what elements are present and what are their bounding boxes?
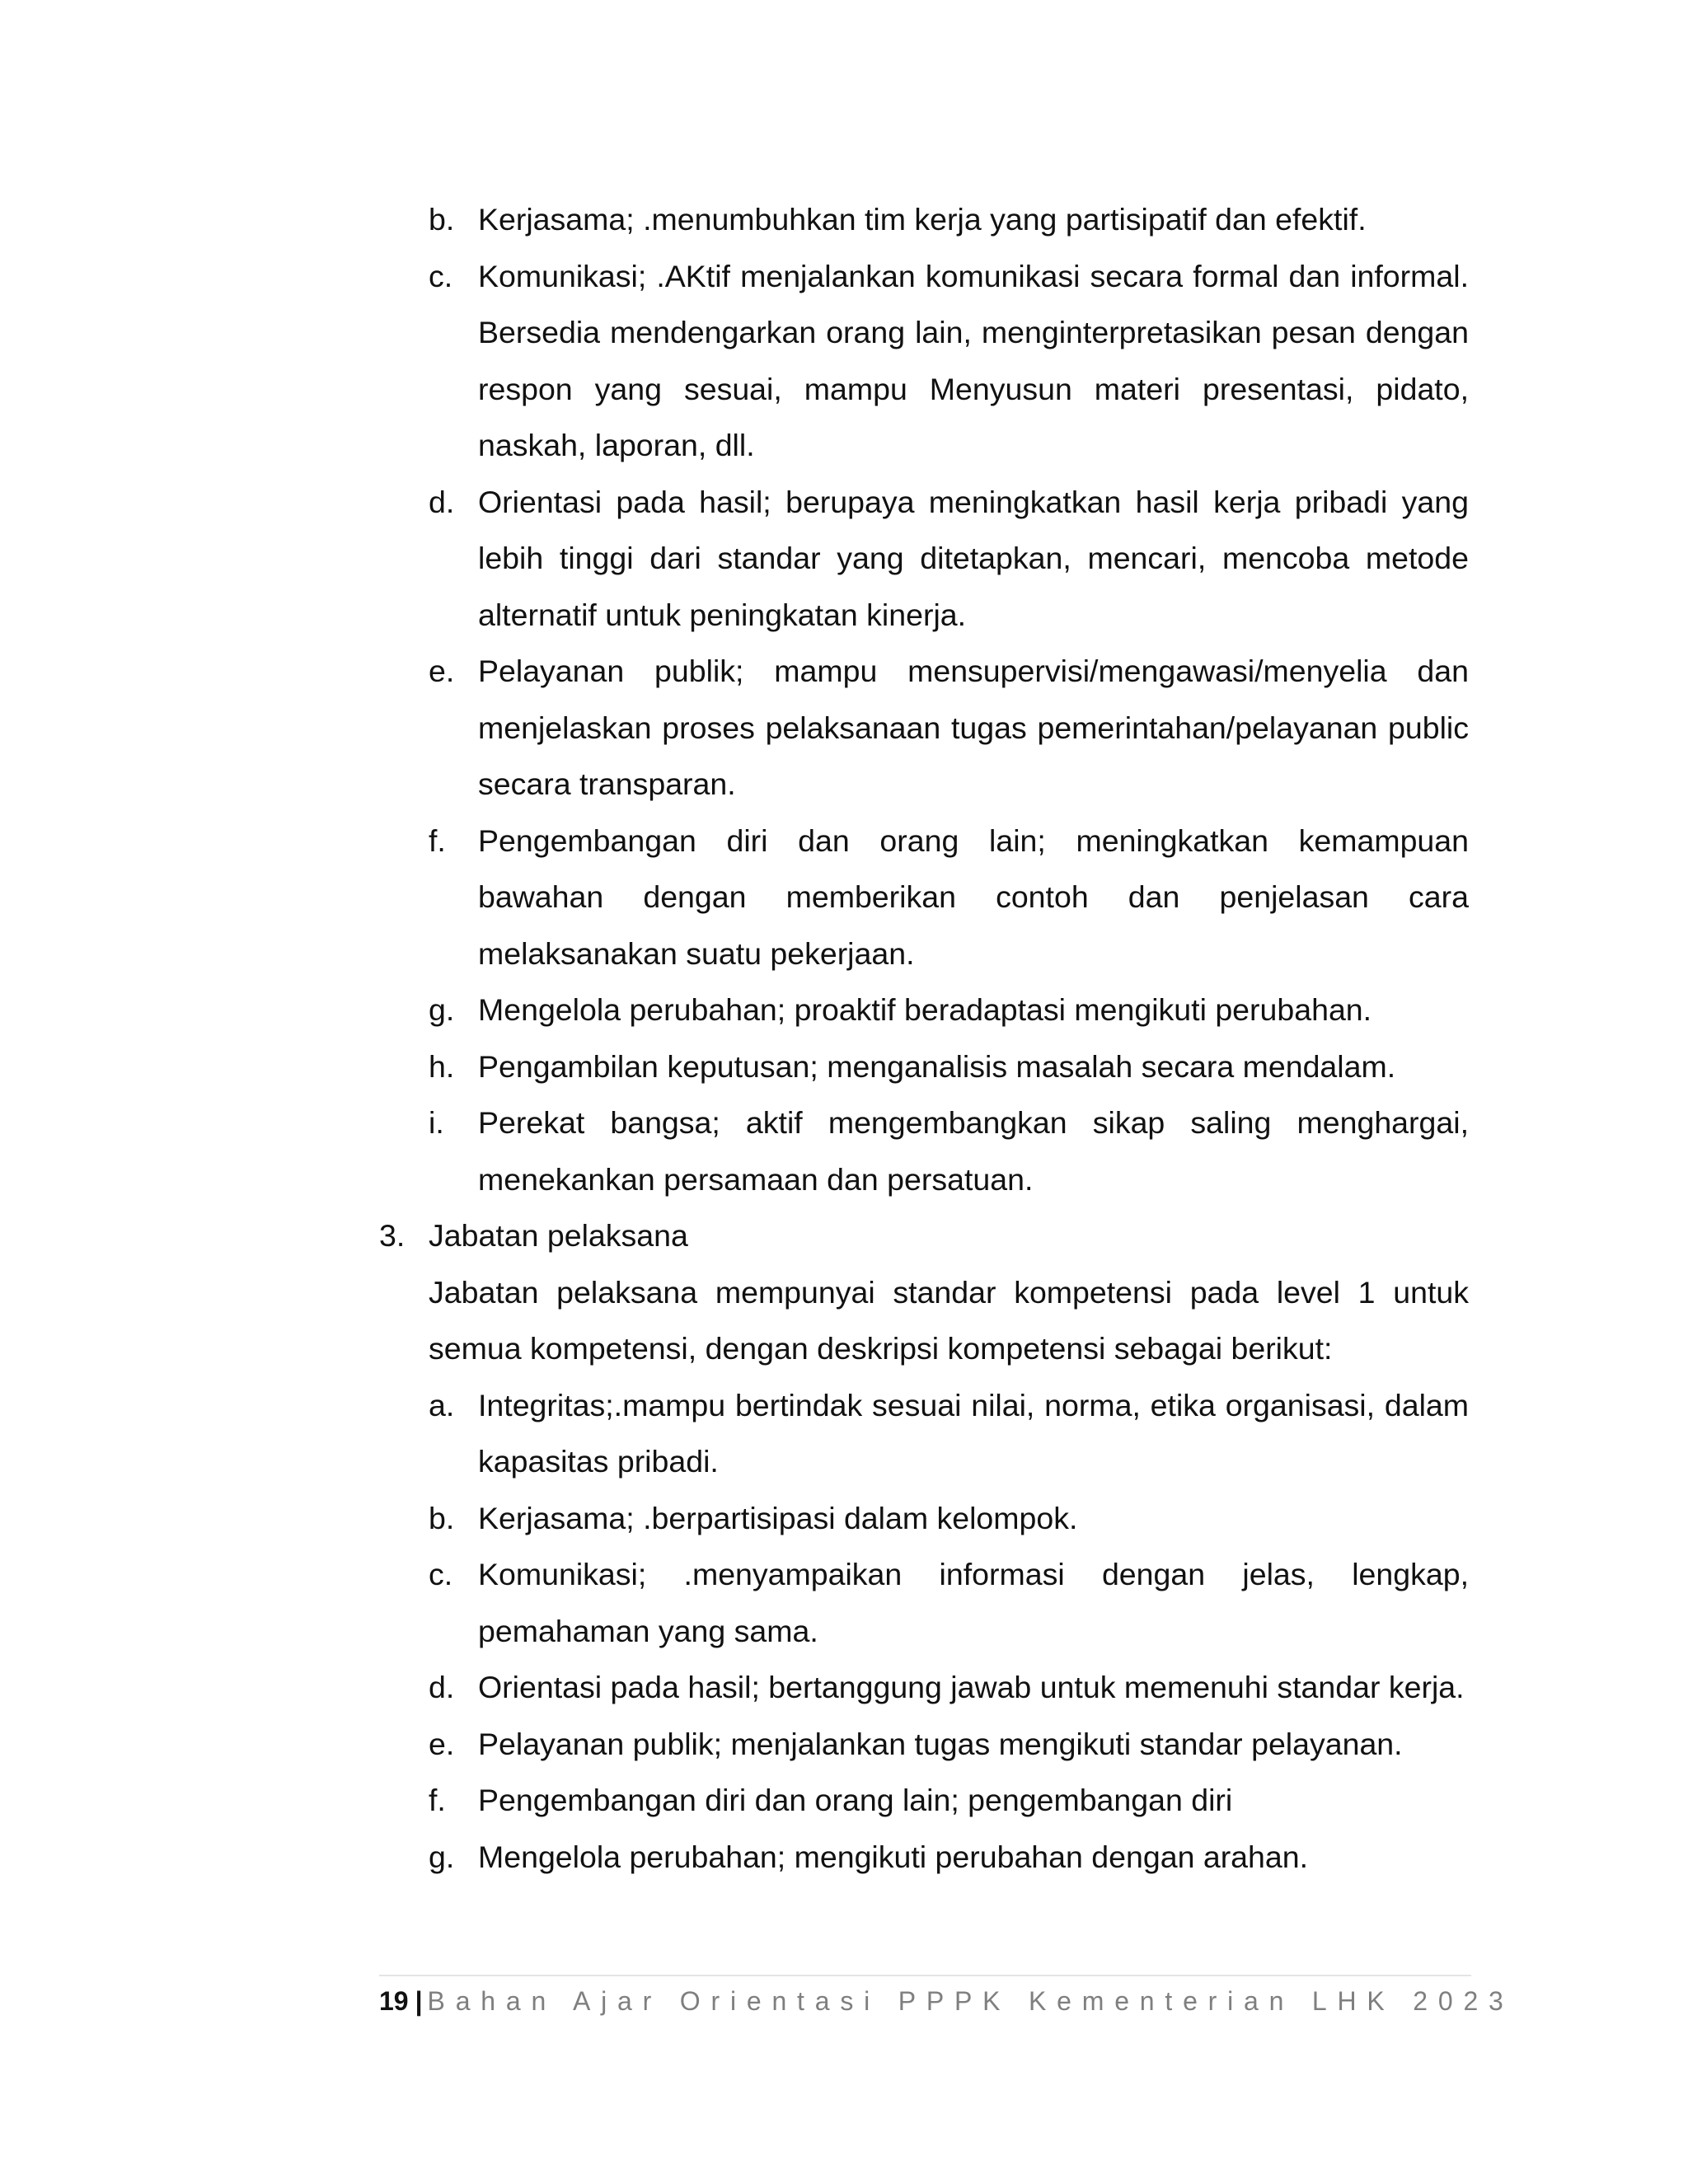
list-item-prev-g (429, 982, 1469, 1038)
list-item-text: Pelayanan publik; mampu mensupervisi/mengawasi/menyelia dan menjelaskan proses pelaksanaan tugas pemerintahan/pelayanan public secara transparan. (478, 654, 1469, 801)
list-marker: f. (429, 823, 446, 858)
section-number: 3. (379, 1218, 406, 1253)
page-number: 19 (379, 1986, 409, 2016)
list-marker: i. (429, 1105, 444, 1140)
list-marker: a. (429, 1387, 455, 1422)
list-item-text: Pelayanan publik; menjalankan tugas mengikuti standar pelayanan. (478, 1726, 1403, 1761)
page-footer (379, 1975, 1514, 2018)
list-item-text: Kerjasama; .berpartisipasi dalam kelompok. (478, 1500, 1078, 1535)
list-item-text: Komunikasi; .menyampaikan informasi dengan jelas, lengkap, pemahaman yang sama. (478, 1557, 1469, 1648)
list-item-text: Integritas;.mampu bertindak sesuai nilai, norma, etika organisasi, dalam kapasitas pribadi. (478, 1387, 1469, 1479)
list-item-prev-f (429, 813, 1469, 982)
list-item-text: Mengelola perubahan; proaktif beradaptasi mengikuti perubahan. (478, 992, 1372, 1027)
list-marker: e. (429, 1726, 455, 1761)
section-intro: Jabatan pelaksana mempunyai standar kompetensi pada level 1 untuk semua kompetensi, dengan deskripsi kompetensi sebagai berikut: (429, 1274, 1469, 1366)
list-marker: f. (429, 1783, 446, 1817)
section-title: Jabatan pelaksana (429, 1218, 688, 1253)
list-marker: h. (429, 1048, 455, 1084)
list-item-prev-c (429, 248, 1469, 474)
list-item-prev-h (429, 1038, 1469, 1095)
list-marker: g. (429, 992, 455, 1027)
list-item-c (429, 1546, 1469, 1659)
list-marker: b. (429, 202, 455, 237)
list-marker: c. (429, 1557, 453, 1591)
list-marker: d. (429, 484, 455, 519)
list-item-e (429, 1716, 1469, 1773)
footer-separator: | (415, 1986, 423, 2016)
list-item-d (429, 1659, 1469, 1716)
list-item-b (429, 1490, 1469, 1547)
list-item-prev-d (429, 474, 1469, 644)
list-item-a (429, 1377, 1469, 1490)
list-item-prev-b (429, 191, 1469, 248)
list-item-text: Perekat bangsa; aktif mengembangkan sikap saling menghargai, menekankan persamaan dan persatuan. (478, 1105, 1469, 1197)
list-item-g (429, 1829, 1469, 1886)
list-marker: d. (429, 1670, 455, 1704)
footer-title: Bahan Ajar Orientasi PPPK Kementerian LHK 2023 (427, 1986, 1514, 2016)
list-item-text: Pengembangan diri dan orang lain; pengembangan diri (478, 1783, 1233, 1817)
list-item-text: Pengambilan keputusan; menganalisis masalah secara mendalam. (478, 1048, 1396, 1084)
list-item-text: Komunikasi; .AKtif menjalankan komunikasi secara formal dan informal. Bersedia mendengarkan orang lain, menginterpretasikan pesan dengan respon yang sesuai, mampu Menyusun materi presentasi, pidato, naskah, laporan, dll. (478, 258, 1469, 462)
list-marker: g. (429, 1839, 455, 1874)
list-item-prev-i (429, 1094, 1469, 1207)
page-body (379, 191, 1469, 1885)
list-marker: b. (429, 1500, 455, 1535)
list-item-prev-e (429, 643, 1469, 813)
list-item-text: Orientasi pada hasil; berupaya meningkatkan hasil kerja pribadi yang lebih tinggi dari standar yang ditetapkan, mencari, mencoba metode alternatif untuk peningkatan kinerja. (478, 484, 1469, 632)
list-item-f (429, 1772, 1469, 1829)
list-item-text: Pengembangan diri dan orang lain; meningkatkan kemampuan bawahan dengan memberikan contoh dan penjelasan cara melaksanakan suatu pekerjaan. (478, 823, 1469, 971)
section-heading (379, 1207, 1469, 1264)
list-marker: c. (429, 258, 453, 293)
list-item-text: Mengelola perubahan; mengikuti perubahan dengan arahan. (478, 1839, 1309, 1874)
list-item-text: Orientasi pada hasil; bertanggung jawab untuk memenuhi standar kerja. (478, 1670, 1465, 1704)
list-item-text: Kerjasama; .menumbuhkan tim kerja yang partisipatif dan efektif. (478, 202, 1367, 237)
list-marker: e. (429, 654, 455, 688)
